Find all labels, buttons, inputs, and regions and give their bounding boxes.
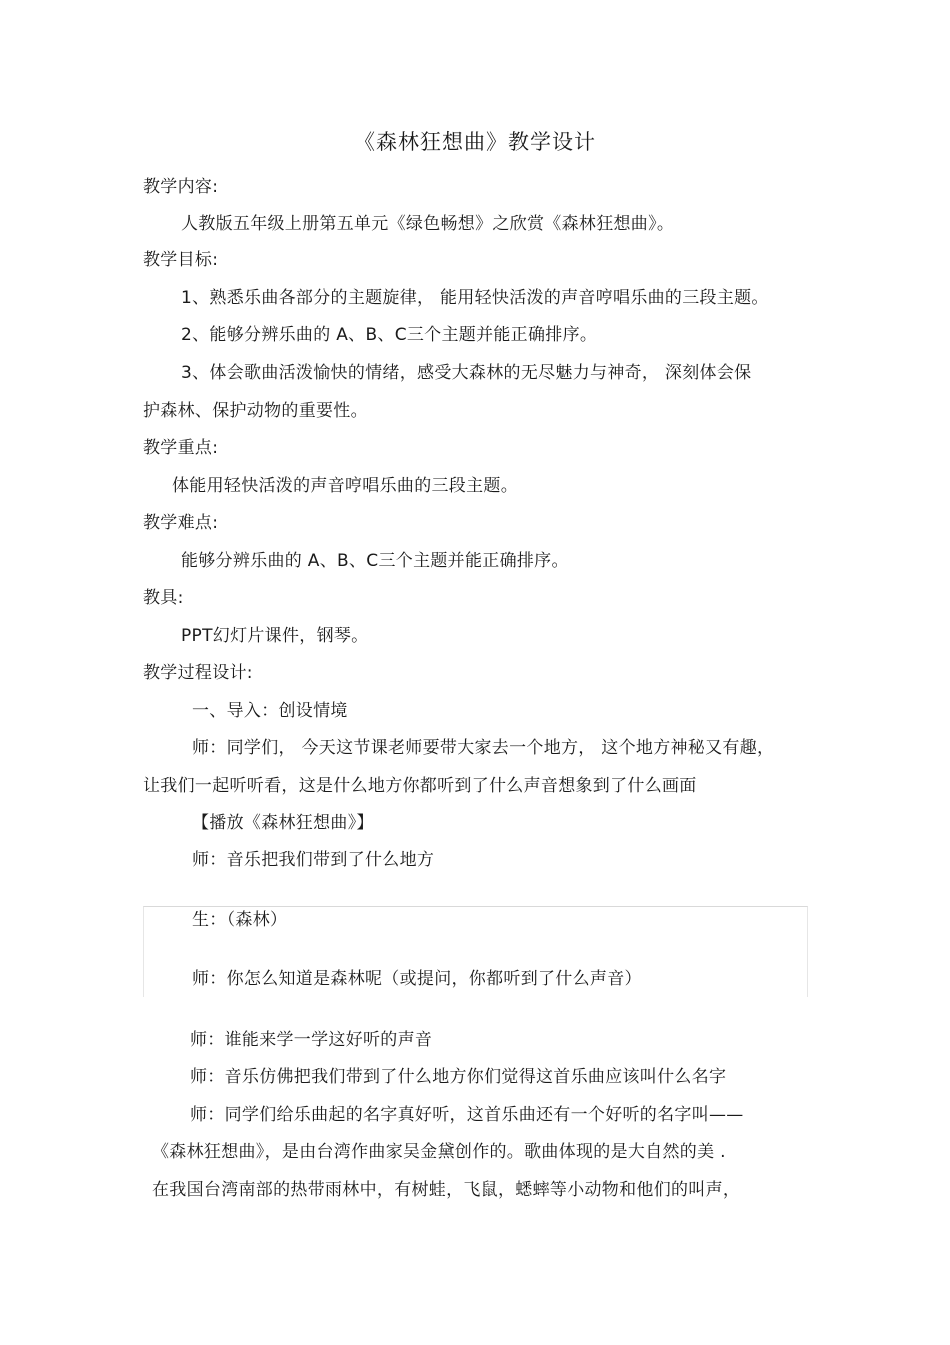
dialogue-line: 师：同学们给乐曲起的名字真好听，这首乐曲还有一个好听的名字叫—— — [190, 1105, 744, 1125]
dialogue-line-continued: 在我国台湾南部的热带雨林中，有树蛙，飞鼠，蟋蟀等小动物和他们的叫声， — [152, 1180, 741, 1200]
dialogue-line: 师：你怎么知道是森林呢（或提问，你都听到了什么声音） — [192, 969, 642, 989]
stage-direction: 【播放《森林狂想曲》】 — [192, 813, 374, 833]
section-heading-process: 教学过程设计: — [143, 663, 253, 683]
dialogue-line: 师：音乐仿佛把我们带到了什么地方你们觉得这首乐曲应该叫什么名字 — [190, 1067, 727, 1087]
dialogue-line: 师：音乐把我们带到了什么地方 — [192, 850, 435, 870]
dialogue-line: 师：同学们， 今天这节课老师要带大家去一个地方， 这个地方神秘又有趣， — [192, 738, 775, 758]
dialogue-line-continued: 让我们一起听听看，这是什么地方你都听到了什么声音想象到了什么画面 — [143, 776, 697, 796]
section-heading-key-points: 教学重点: — [143, 438, 219, 458]
section-heading-objectives: 教学目标: — [143, 250, 219, 270]
objective-3-continued: 护森林、保护动物的重要性。 — [143, 401, 368, 421]
key-point-paragraph: 体能用轻快活泼的声音哼唱乐曲的三段主题。 — [172, 476, 518, 496]
objective-2: 2、能够分辨乐曲的 A、B、C三个主题并能正确排序。 — [181, 325, 598, 345]
dialogue-line-continued: 《森林狂想曲》，是由台湾作曲家吴金黛创作的。歌曲体现的是大自然的美 . — [152, 1142, 726, 1162]
dialogue-line: 师：谁能来学一学这好听的声音 — [190, 1030, 433, 1050]
document-title: 《森林狂想曲》教学设计 — [354, 130, 596, 154]
process-step-1: 一、导入：创设情境 — [192, 701, 348, 721]
objective-3: 3、体会歌曲活泼愉快的情绪，感受大森林的无尽魅力与神奇， 深刻体会保 — [181, 363, 752, 383]
difficulty-paragraph: 能够分辨乐曲的 A、B、C三个主题并能正确排序。 — [181, 551, 569, 571]
dialogue-line: 生：（森林） — [192, 910, 288, 930]
objective-1: 1、熟悉乐曲各部分的主题旋律， 能用轻快活泼的声音哼唱乐曲的三段主题。 — [181, 288, 769, 308]
section-heading-difficulties: 教学难点: — [143, 513, 219, 533]
content-paragraph: 人教版五年级上册第五单元《绿色畅想》之欣赏《森林狂想曲》。 — [181, 214, 675, 234]
section-heading-content: 教学内容: — [143, 177, 219, 197]
section-heading-teaching-aids: 教具: — [143, 588, 184, 608]
teaching-aids-paragraph: PPT幻灯片课件，钢琴。 — [181, 626, 369, 646]
